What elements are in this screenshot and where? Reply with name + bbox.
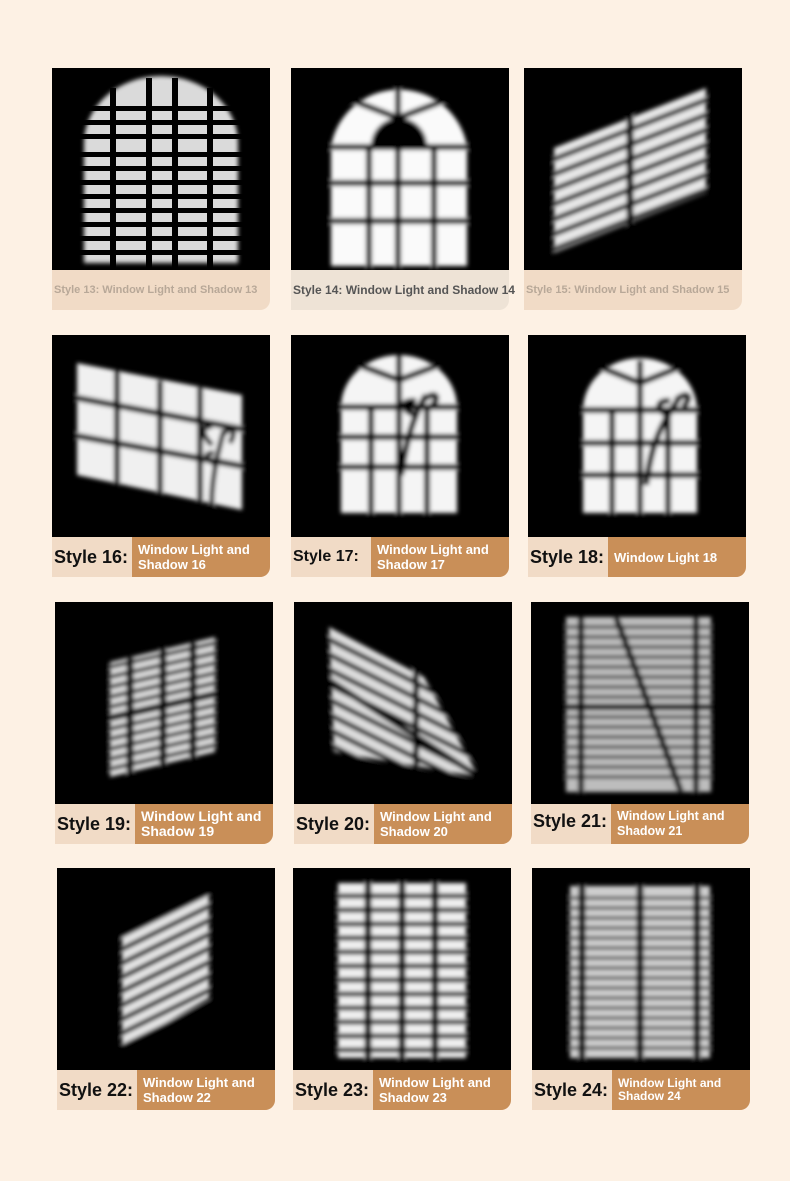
style-card-13[interactable] (52, 68, 270, 310)
style-label: Style 24: (534, 1079, 609, 1100)
window-shadow-preview-14 (291, 68, 509, 270)
style-label: Style 23: (295, 1079, 370, 1100)
style-card-15[interactable] (524, 68, 742, 310)
style-label: Style 20: (296, 813, 371, 834)
style-card-16[interactable] (52, 335, 270, 577)
style-caption (52, 270, 270, 310)
style-title: Window Light and Shadow 23 (379, 1075, 491, 1105)
style-title-pill (373, 1070, 511, 1110)
style-card-18[interactable] (528, 335, 746, 577)
style-title-pill (371, 537, 509, 577)
style-card-17[interactable] (291, 335, 509, 577)
style-label: Style 19: (57, 813, 132, 834)
style-title-pill (608, 537, 746, 577)
style-title: Window Light 18 (614, 549, 718, 565)
style-title: Window Light and Shadow 19 (141, 808, 262, 839)
style-label: Style 17: (293, 548, 359, 565)
style-title: Window Light and Shadow 20 (380, 809, 492, 839)
window-shadow-preview-20 (294, 602, 512, 804)
style-card-21[interactable] (531, 602, 749, 844)
style-title-pill (611, 804, 749, 844)
style-card-20[interactable] (294, 602, 512, 844)
style-caption (291, 270, 515, 310)
style-title: Window Light and Shadow 24 (618, 1076, 722, 1103)
style-label: Style 22: (59, 1079, 134, 1100)
window-shadow-preview-15 (524, 68, 742, 270)
style-title-pill (135, 804, 273, 844)
style-caption (524, 270, 742, 310)
style-caption (57, 1070, 275, 1110)
style-caption (294, 804, 512, 844)
style-card-19[interactable] (55, 602, 273, 844)
window-shadow-preview-23 (293, 868, 511, 1070)
style-label: Style 18: (530, 546, 605, 567)
style-label: Style 15: Window Light and Shadow 15 (526, 284, 730, 296)
style-card-23[interactable] (293, 868, 511, 1110)
style-title-pill (132, 537, 270, 577)
window-shadow-preview-18 (528, 335, 746, 537)
style-title: Window Light and Shadow 17 (377, 542, 489, 572)
window-shadow-preview-17 (291, 335, 509, 537)
style-caption (55, 804, 273, 844)
style-card-24[interactable] (532, 868, 750, 1110)
style-caption (291, 537, 509, 577)
style-title: Window Light and Shadow 22 (143, 1075, 255, 1105)
style-title-pill (374, 804, 512, 844)
window-shadow-preview-21 (531, 602, 749, 804)
style-label: Style 21: (533, 810, 608, 831)
window-shadow-preview-22 (57, 868, 275, 1070)
style-title-pill (612, 1070, 750, 1110)
style-caption (532, 1070, 750, 1110)
style-card-14[interactable] (291, 68, 515, 310)
style-caption (293, 1070, 511, 1110)
style-card-22[interactable] (57, 868, 275, 1110)
style-caption (528, 537, 746, 577)
style-label: Style 14: Window Light and Shadow 14 (293, 283, 515, 297)
window-shadow-preview-24 (532, 868, 750, 1070)
window-shadow-preview-19 (55, 602, 273, 804)
style-label: Style 13: Window Light and Shadow 13 (54, 284, 258, 296)
style-title: Window Light and Shadow 16 (138, 542, 250, 572)
window-shadow-preview-13 (52, 68, 270, 270)
style-title-pill (137, 1070, 275, 1110)
style-caption (531, 804, 749, 844)
style-label: Style 16: (54, 546, 129, 567)
style-caption (52, 537, 270, 577)
style-title: Window Light and Shadow 21 (617, 809, 725, 838)
window-shadow-preview-16 (52, 335, 270, 537)
